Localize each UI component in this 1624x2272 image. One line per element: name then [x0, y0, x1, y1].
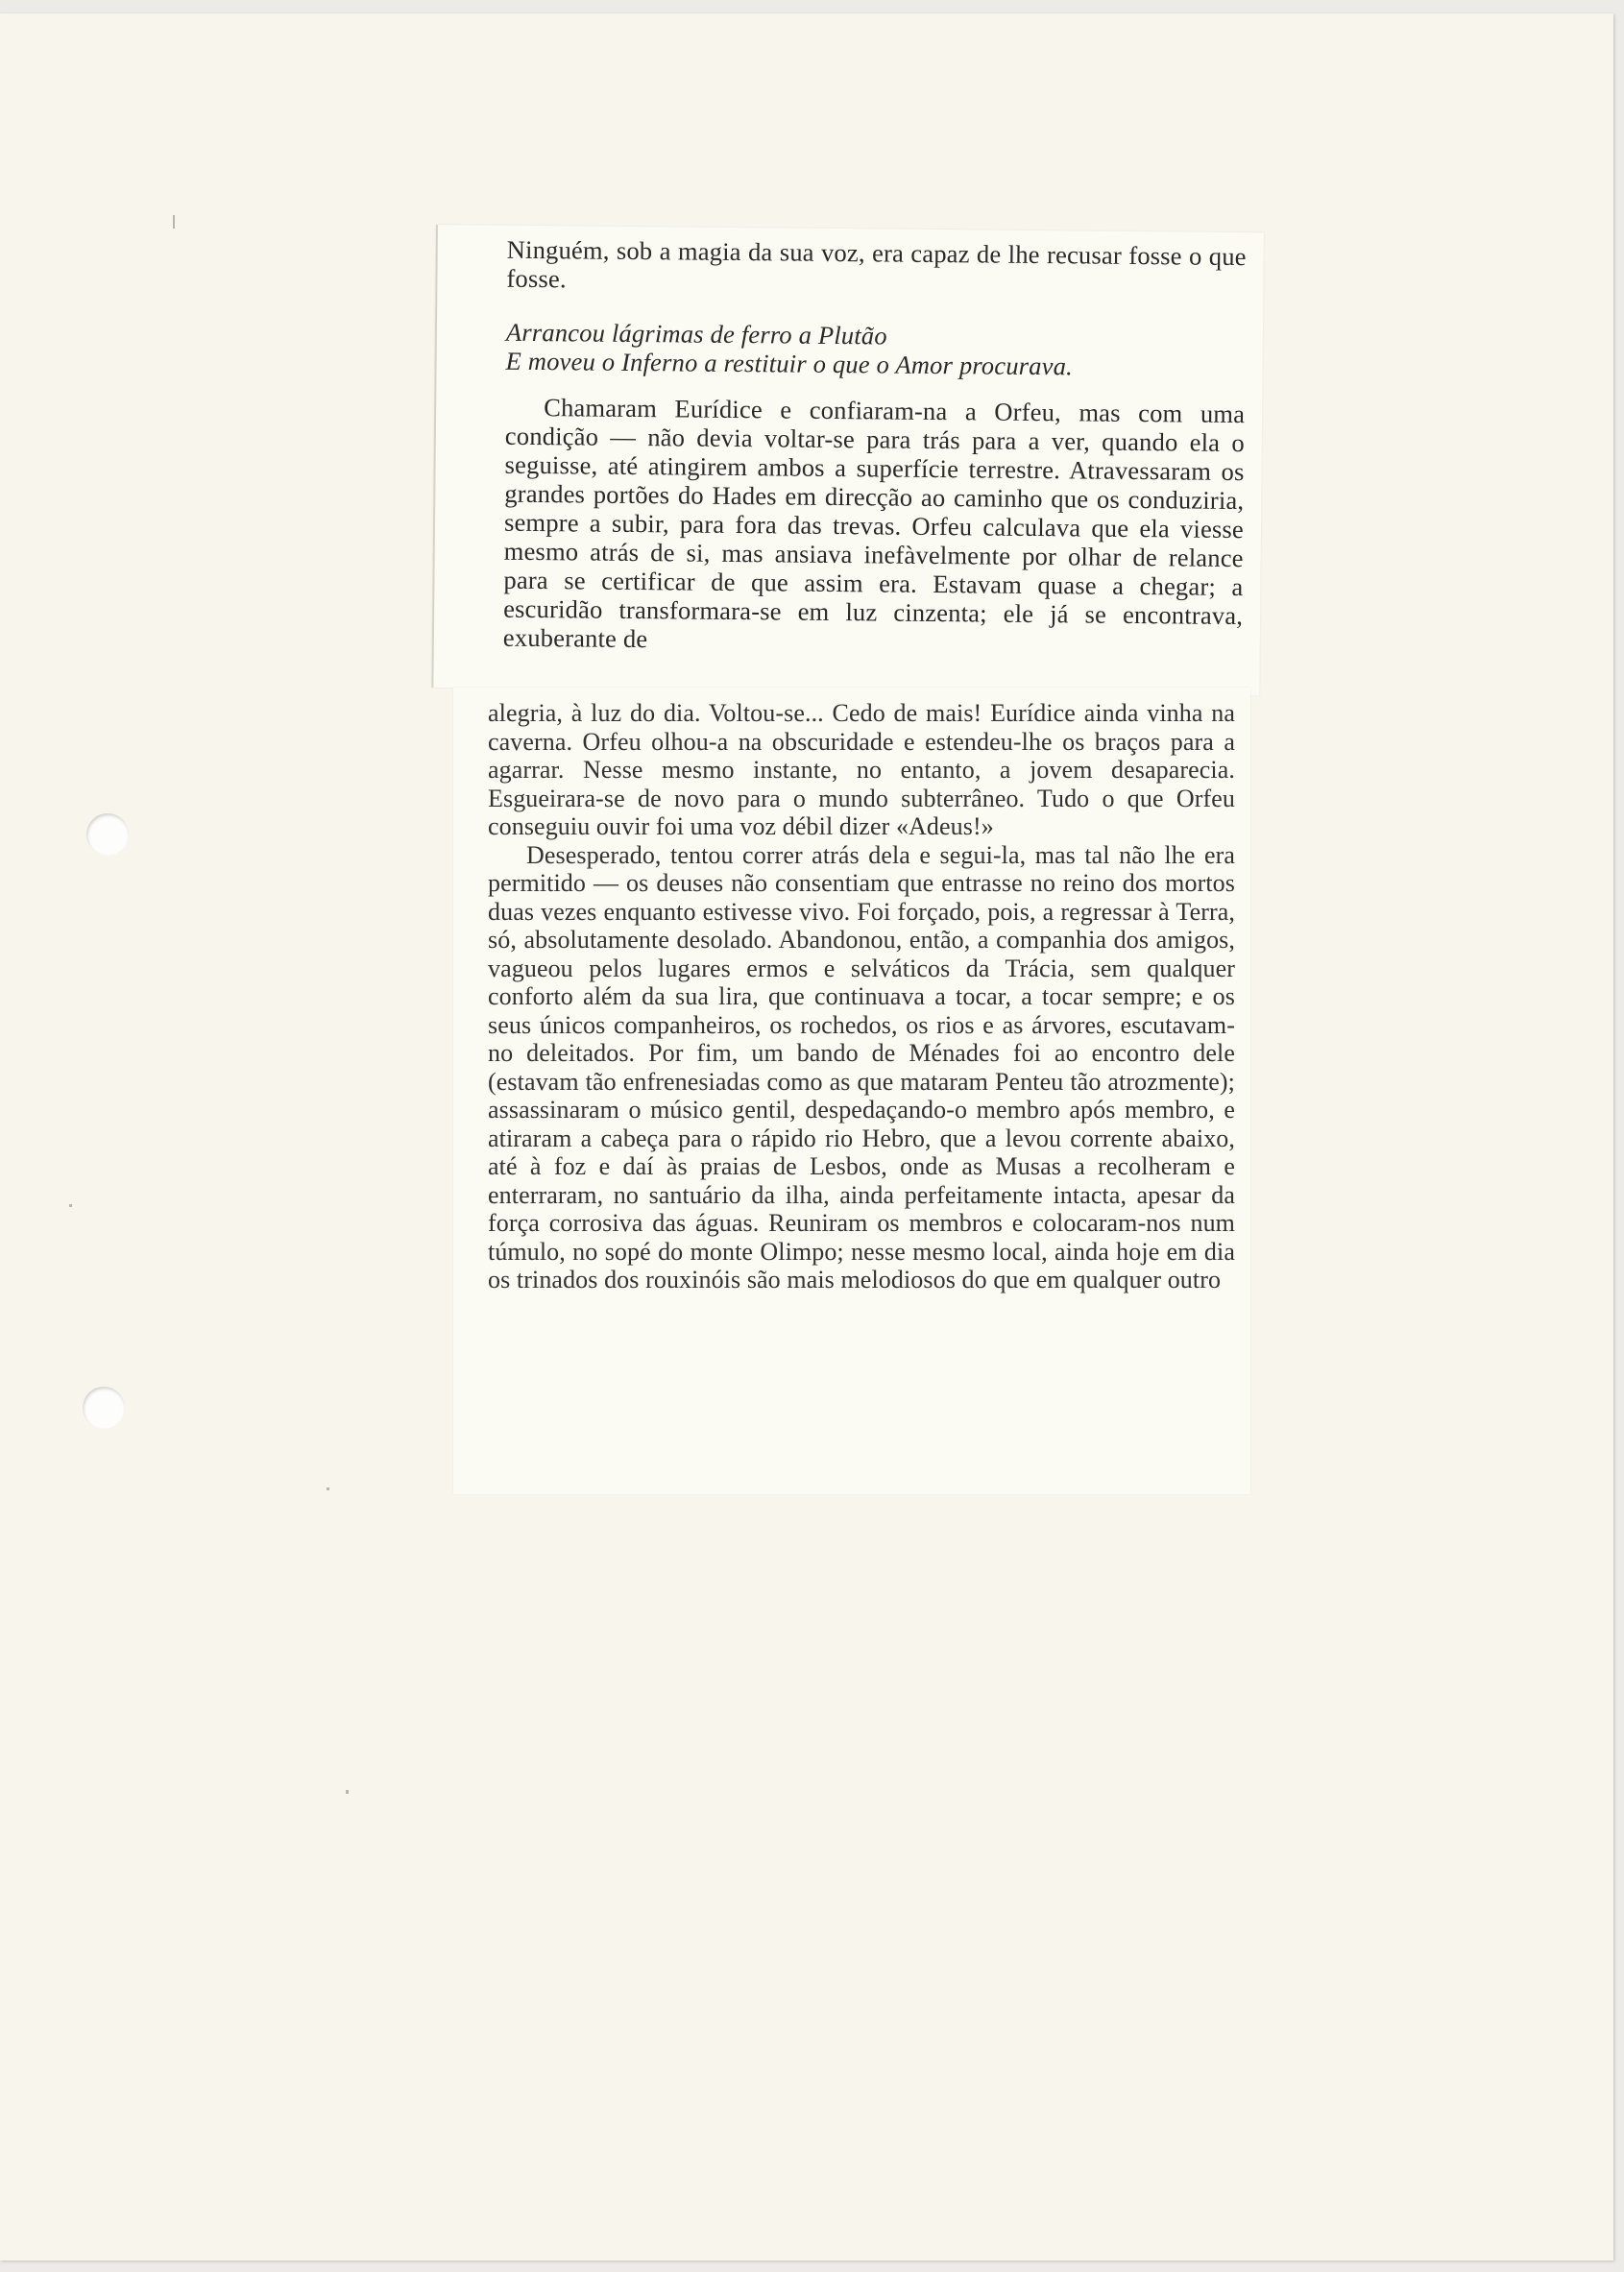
body-paragraph-upper: Chamaram Eurídice e confiaram-na a Orfeu, mas com uma condição — não devia voltar-se para trás para a ver, quando ela o seguisse, até atingirem ambos a superfície terrestre. Atravessaram os grandes portões do Hades em direcção ao caminho que os conduziria, sempre a subir, para fora das trevas. Orfeu calculava que ela viesse mesmo atrás de si, mas ansiava inefàvelmente por olhar de relance para se certificar de que assim era. Estavam quase a chegar; a escuridão transformara-se em luz cinzenta; ele já se encontrava, exuberante de [502, 393, 1246, 654]
clipping-lower-text [488, 699, 1235, 1294]
newspaper-clipping-upper [431, 225, 1264, 695]
paper-speck [173, 215, 175, 229]
body-paragraph-continued: alegria, à luz do dia. Voltou-se... Cedo de mais! Eurídice ainda vinha na caverna. Orfeu olhou-a na obscuridade e estendeu-lhe os braços para a agarrar. Nesse mesmo instante, no entanto, a jovem desaparecia. Esgueirara-se de novo para o mundo subterrâneo. Tudo o que Orfeu conseguiu ouvir foi uma voz débil dizer «Adeus!» [488, 699, 1235, 840]
paper-speck [327, 1487, 329, 1490]
paper-speck [346, 1790, 349, 1794]
paper-speck [69, 1204, 72, 1207]
punch-hole-bottom [83, 1387, 125, 1429]
body-paragraph-final: Desesperado, tentou correr atrás dela e segui-la, mas tal não lhe era permitido — os deuses não consentiam que entrasse no reino dos mortos duas vezes enquanto estivesse vivo. Foi forçado, pois, a regressar à Terra, só, absolutamente desolado. Abandonou, então, a companhia dos amigos, vagueou pelos lugares ermos e selváticos da Trácia, sem qualquer conforto além da sua lira, que continuava a tocar, a tocar sempre; e os seus únicos companheiros, os rochedos, os rios e as árvores, escutavam-no deleitados. Por fim, um bando de Ménades foi ao encontro dele (estavam tão enfrenesiadas como as que mataram Penteu tão atrozmente); assassinaram o músico gentil, despedaçando-o membro após membro, e atiraram a cabeça para o rápido rio Hebro, que a levou corrente abaixo, até à foz e daí às praias de Lesbos, onde as Musas a recolheram e enterraram, no santuário da ilha, ainda perfeitamente intacta, apesar da força corrosiva das águas. Reuniram os membros e colocaram-nos num túmulo, no sopé do monte Olimpo; nesse mesmo local, ainda hoje em dia os trinados dos rouxinóis são mais melodiosos do que em qualquer outro [488, 840, 1235, 1293]
newspaper-clipping-lower [453, 688, 1250, 1494]
punch-hole-top [86, 813, 129, 856]
verse-quote [505, 318, 1246, 382]
clipping-upper-text [503, 235, 1247, 659]
verse-line-2: E moveu o Inferno a restituir o que o Amor procurava. [505, 346, 1074, 381]
opening-paragraph: Ninguém, sob a magia da sua voz, era capaz de lhe recusar fosse o que fosse. [506, 234, 1247, 294]
verse-line-1: Arrancou lágrimas de ferro a Plutão [505, 317, 887, 350]
